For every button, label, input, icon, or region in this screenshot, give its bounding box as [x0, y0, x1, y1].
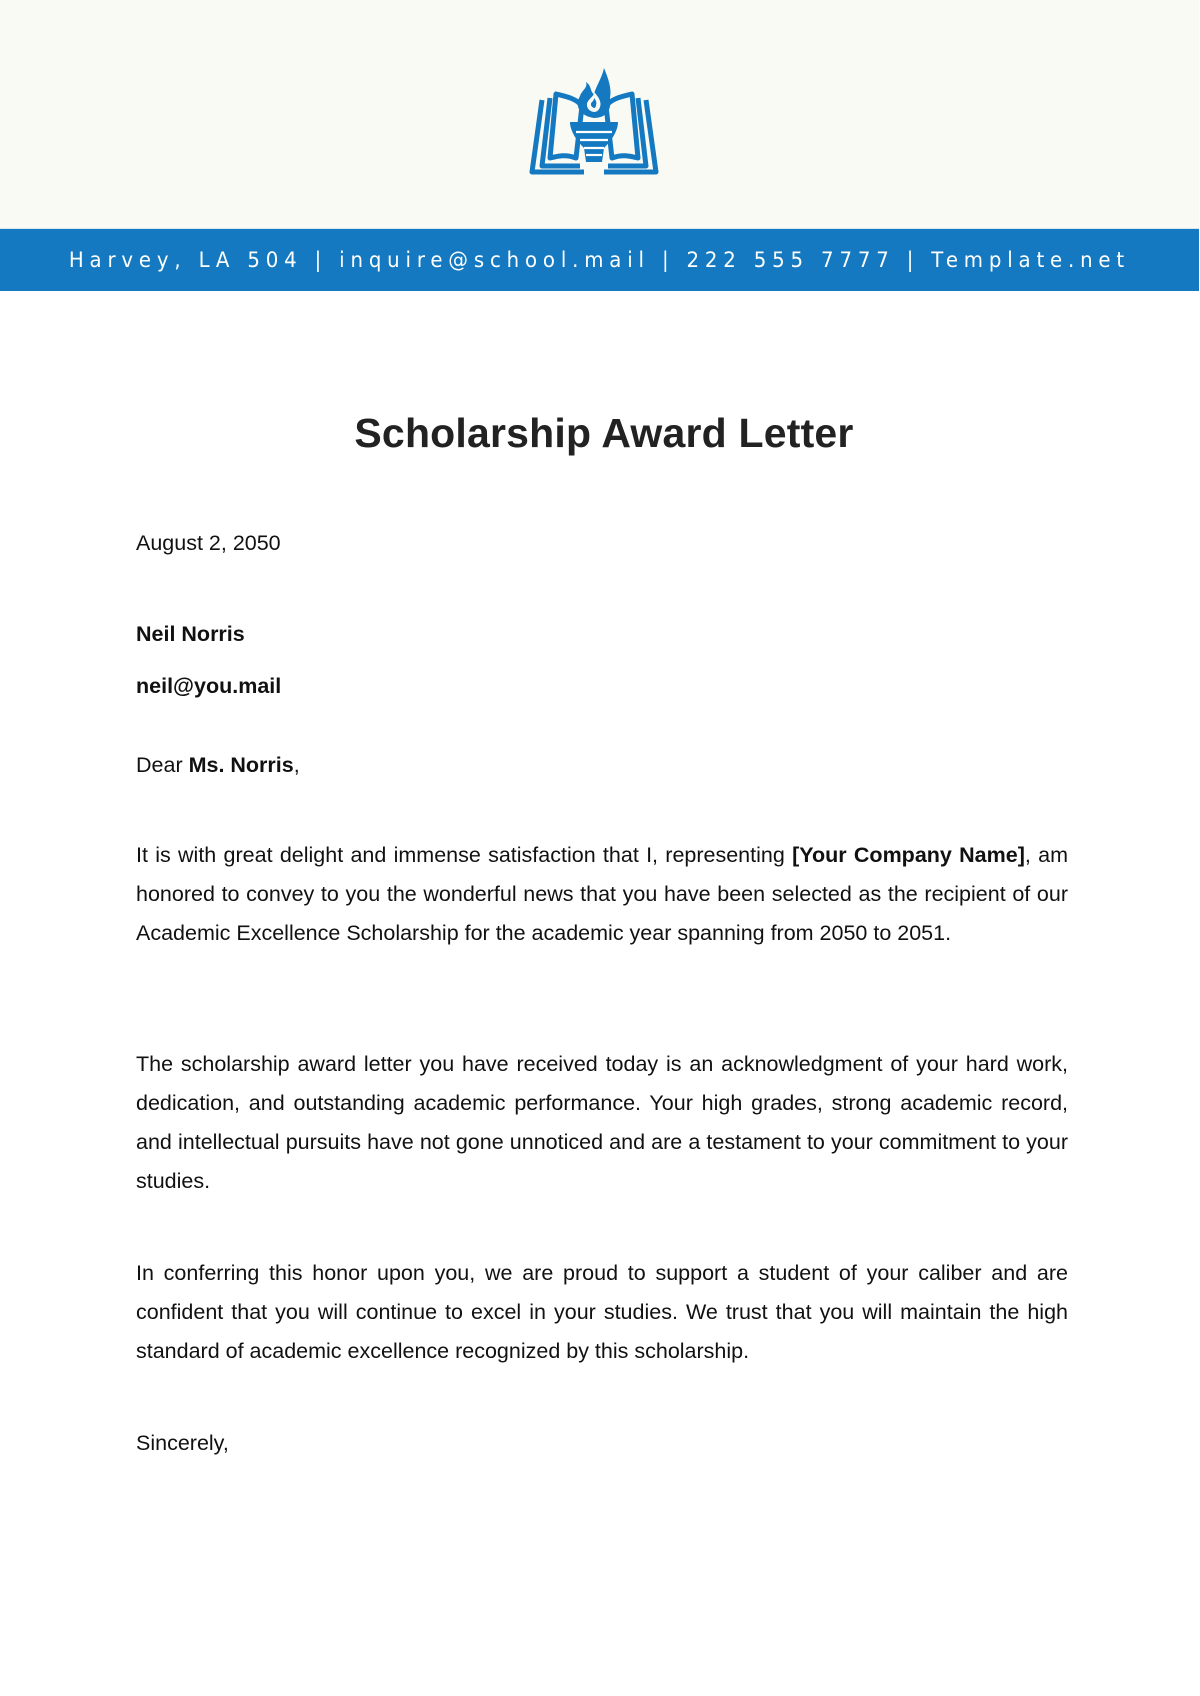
letter-date: August 2, 2050: [136, 531, 281, 555]
salutation-suffix: ,: [293, 753, 300, 777]
torch-book-icon: [524, 66, 664, 178]
salutation-name: Ms. Norris: [188, 753, 294, 777]
recipient-name: Neil Norris: [136, 622, 245, 646]
page-title: Scholarship Award Letter: [354, 410, 854, 456]
contact-info: Harvey, LA 504 | inquire@school.mail | 222 555 7777 | Template.net: [68, 248, 1131, 272]
header-band: [0, 0, 1199, 228]
company-name-placeholder: [Your Company Name]: [792, 843, 1025, 867]
paragraph-3: In conferring this honor upon you, we are proud to support a student of your caliber and are confident that you will continue to excel in your studies. We trust that you will maintain the high standard of academic excellence recognized by this scholarship.: [136, 1261, 1068, 1363]
recipient-email: neil@you.mail: [136, 674, 282, 698]
paragraph-1-before: It is with great delight and immense satisfaction that I, representing: [136, 843, 793, 867]
salutation-prefix: Dear: [136, 753, 189, 777]
paragraph-2: The scholarship award letter you have received today is an acknowledgment of your hard work, dedication, and outstanding academic performance. Your high grades, strong academic record, and intellectual pursuits have not gone unnoticed and are a testament to your commitment to your studies.: [136, 1052, 1068, 1193]
paragraph-1: [136, 836, 1068, 953]
salutation: [136, 746, 1068, 785]
paragraph-1-after: , am honored to convey to you the wonderful news that you have been selected as the recipient of our Academic Excellence Scholarship for the academic year spanning from 2050 to 2051.: [136, 843, 1068, 945]
contact-bar: [0, 228, 1199, 291]
closing: Sincerely,: [136, 1431, 229, 1455]
